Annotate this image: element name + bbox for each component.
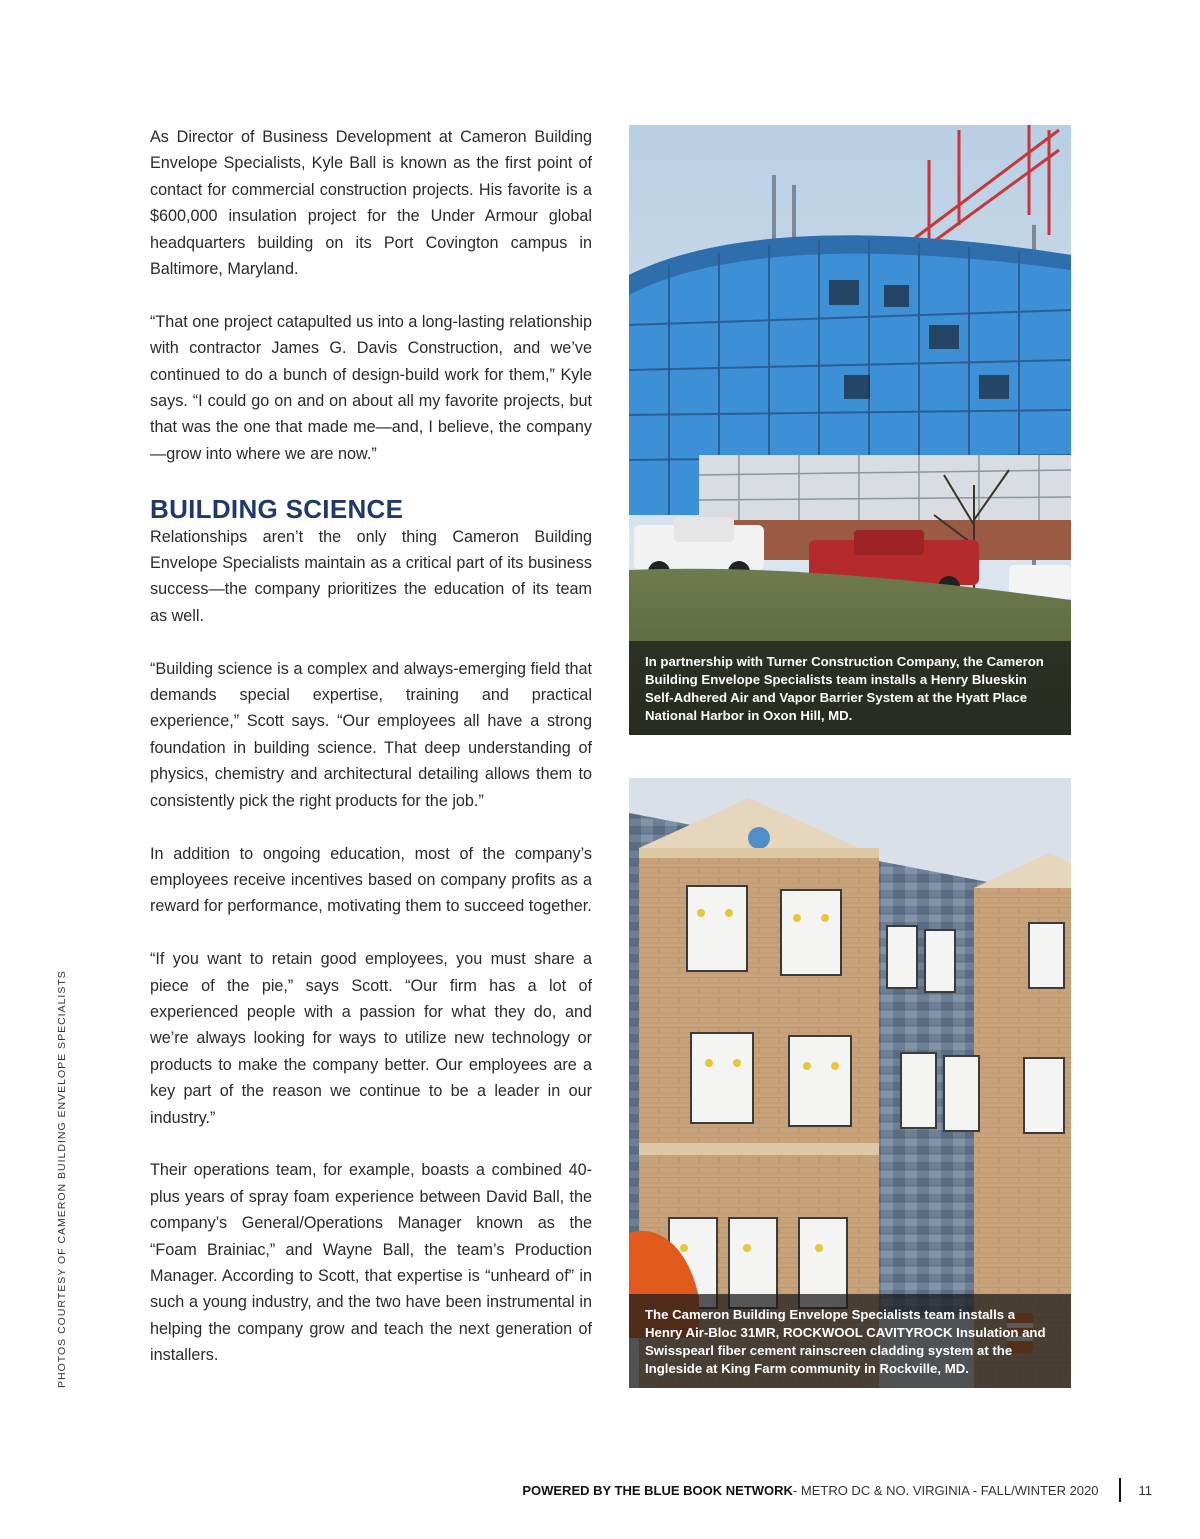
construction-photo-hyatt [629, 125, 1071, 735]
article-body [150, 124, 592, 1395]
paragraph-4: “Building science is a complex and always-emerging field that demands special expertise, training and practical experience,” Scott says. “Our employees all have a strong foundation in building science. That deep understanding of physics, chemistry and architectural detailing allows them to consistently pick the right products for the job.” [150, 659, 592, 810]
footer-edition: - METRO DC & NO. VIRGINIA - FALL/WINTER 2020 [792, 1482, 1099, 1498]
footer-network: POWERED BY THE BLUE BOOK NETWORK [522, 1482, 793, 1498]
paragraph-3: Relationships aren’t the only thing Cameron Building Envelope Specialists maintain as a critical part of its business success—the company prioritizes the education of its team as well. [150, 527, 592, 625]
paragraph-5: In addition to ongoing education, most of the company’s employees receive incentives based on company profits as a reward for performance, motivating them to succeed together. [150, 844, 592, 916]
paragraph-6: “If you want to retain good employees, you must share a piece of the pie,” says Scott. “Our firm has a lot of experienced people with a passion for what they do, and we’re always looking for ways to utilize new technology or products to make the company better. Our employees are a key part of the reason we continue to be a leader in our industry.” [150, 950, 592, 1127]
footer-divider [1119, 1478, 1121, 1502]
page-number: 11 [1138, 1482, 1152, 1498]
photo-caption-hyatt: In partnership with Turner Construction Company, the Cameron Building Envelope Specialists team installs a Henry Blueskin Self-Adhered Air and Vapor Barrier System at the Hyatt Place National Harbor in Oxon Hill, MD. [629, 641, 1071, 735]
paragraph-1: As Director of Business Development at Cameron Building Envelope Specialists, Kyle Ball is known as the first point of contact for commercial construction projects. His favorite is a $600,000 insulation project for the Under Armour global headquarters building on its Port Covington campus in Baltimore, Maryland. [150, 128, 592, 279]
paragraph-2: “That one project catapulted us into a long-lasting relationship with contractor James G. Davis Construction, and we’ve continued to do a bunch of design-build work for them,” Kyle says. “I could go on and on about all my favorite projects, but that was the one that made me—and, I believe, the company—grow into where we are now.” [150, 312, 592, 463]
section-heading: BUILDING SCIENCE [150, 493, 404, 524]
photo-caption-ingleside: The Cameron Building Envelope Specialists team installs a Henry Air-Bloc 31MR, ROCKWOOL CAVITYROCK Insulation and Swisspearl fiber cement rainscreen cladding system at the Ingleside at King Farm community in Rockville, MD. [629, 1294, 1071, 1388]
construction-photo-ingleside [629, 778, 1071, 1388]
page-footer [522, 1478, 1152, 1502]
photo-credit: PHOTOS COURTESY OF CAMERON BUILDING ENVELOPE SPECIALISTS [56, 970, 68, 1388]
paragraph-7: Their operations team, for example, boasts a combined 40-plus years of spray foam experience between David Ball, the company’s General/Operations Manager known as the “Foam Brainiac,” and Wayne Ball, the team’s Production Manager. According to Scott, that expertise is “unheard of” in such a young industry, and the two have been instrumental in helping the company grow and teach the next generation of installers. [150, 1161, 592, 1365]
